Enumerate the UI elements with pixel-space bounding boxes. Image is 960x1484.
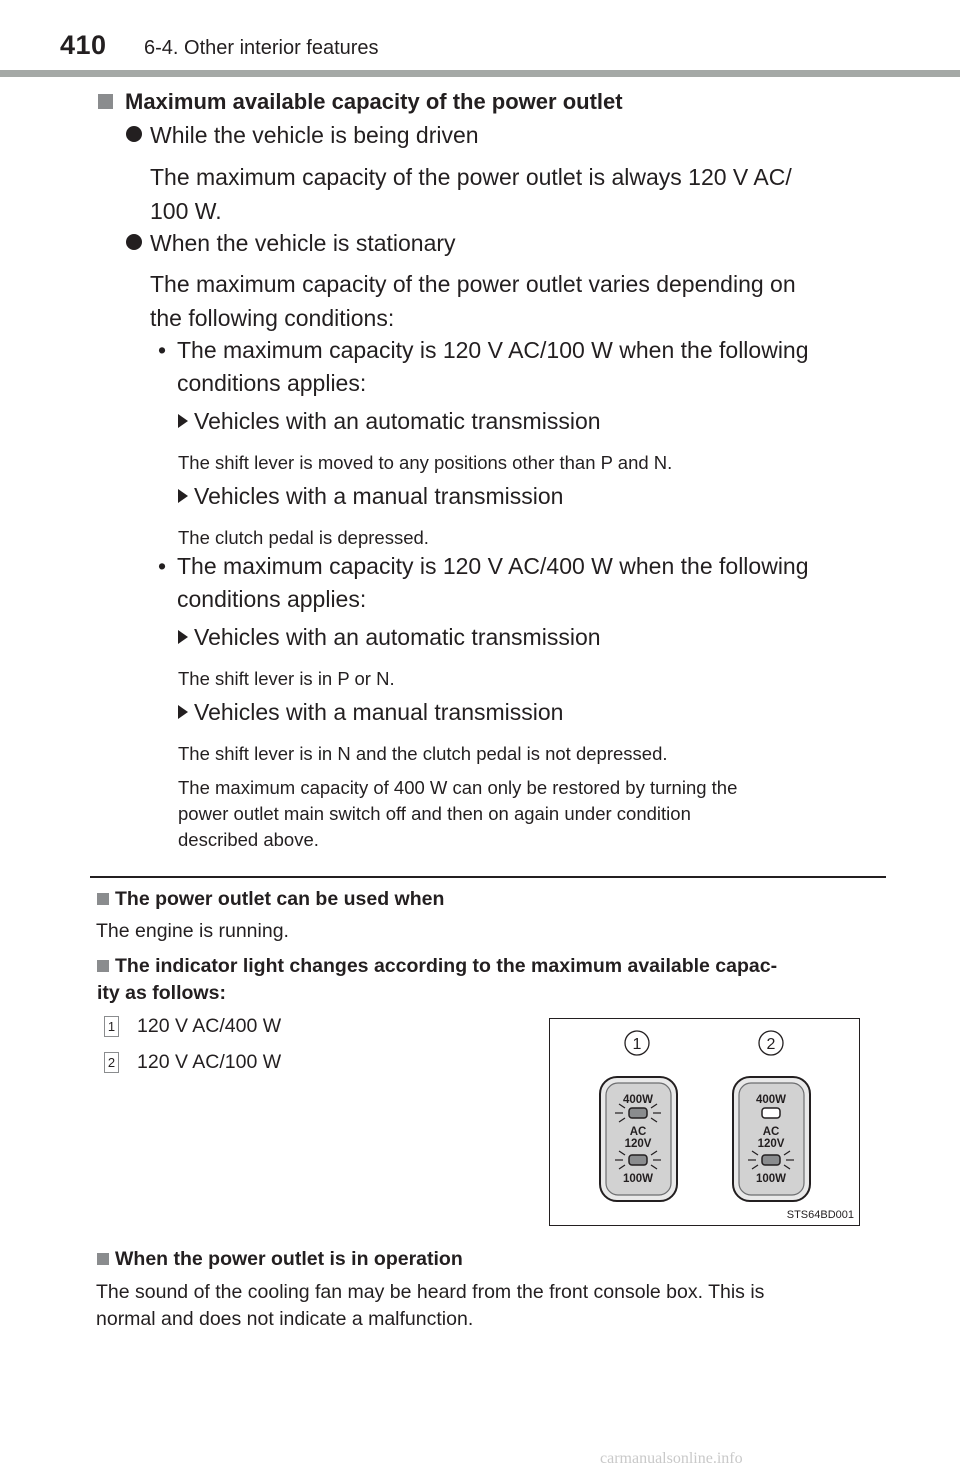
operation-heading: When the power outlet is in operation <box>97 1248 463 1271</box>
usable-text: The engine is running. <box>96 920 289 942</box>
svg-text:400W: 400W <box>755 1094 787 1106</box>
svg-text:400W: 400W <box>622 1094 654 1106</box>
square-bullet-icon <box>97 960 109 972</box>
automatic-condition-text: The shift lever is moved to any positions other than P and N. <box>178 452 673 473</box>
section-divider <box>90 876 886 878</box>
switch-400w-lit <box>600 1077 677 1201</box>
stationary-paragraph: The maximum capacity of the power outlet varies depending on the following conditions: <box>150 271 796 331</box>
square-bullet-icon <box>97 893 109 905</box>
callout-label-1: 1 <box>632 1036 642 1053</box>
switch-100w-lit <box>733 1077 810 1201</box>
svg-text:AC: AC <box>762 1126 780 1138</box>
svg-text:120V: 120V <box>757 1138 785 1150</box>
svg-text:AC: AC <box>629 1126 647 1138</box>
usable-heading: The power outlet can be used when <box>97 888 444 911</box>
svg-text:120V: 120V <box>624 1138 652 1150</box>
stationary-heading: When the vehicle is stationary <box>126 230 456 257</box>
automatic-transmission-label: Vehicles with an automatic transmission <box>178 408 601 435</box>
restore-note: The maximum capacity of 400 W can only be restored by turning the power outlet main switch off and then on again under condition described above. <box>178 777 738 850</box>
callout-label-2: 2 <box>766 1036 776 1053</box>
manual-condition-text: The shift lever is in N and the clutch pedal is not depressed. <box>178 743 668 764</box>
callout-number-badge: 2 <box>104 1052 119 1073</box>
section-title: 6-4. Other interior features <box>144 37 379 59</box>
header-rule <box>0 70 960 77</box>
indicator-switch-diagram <box>550 1019 859 1225</box>
capacity-400w-bullet: • The maximum capacity is 120 V AC/400 W when the following conditions applies: <box>158 553 809 612</box>
main-heading: Maximum available capacity of the power outlet <box>98 89 623 115</box>
driven-heading: While the vehicle is being driven <box>126 122 479 149</box>
arrow-right-icon <box>178 705 188 719</box>
arrow-right-icon <box>178 414 188 428</box>
indicator-item-2: 2 120 V AC/100 W <box>104 1051 281 1074</box>
operation-text: The sound of the cooling fan may be heard from the front console box. This is normal and does not indicate a malfunction. <box>96 1281 765 1330</box>
svg-text:100W: 100W <box>622 1173 654 1185</box>
square-bullet-icon <box>98 94 113 109</box>
figure-code: STS64BD001 <box>786 1209 854 1221</box>
automatic-condition-text: The shift lever is in P or N. <box>178 668 395 689</box>
round-bullet-icon <box>126 126 142 142</box>
round-bullet-icon <box>126 234 142 250</box>
arrow-right-icon <box>178 630 188 644</box>
capacity-100w-bullet: • The maximum capacity is 120 V AC/100 W when the following conditions applies: <box>158 337 809 396</box>
arrow-right-icon <box>178 489 188 503</box>
callout-number-badge: 1 <box>104 1016 119 1037</box>
square-bullet-icon <box>97 1253 109 1265</box>
indicator-item-1: 1 120 V AC/400 W <box>104 1015 281 1038</box>
automatic-transmission-label: Vehicles with an automatic transmission <box>178 624 601 651</box>
indicator-heading: The indicator light changes according to the maximum available capac- ity as follows: <box>97 955 778 1004</box>
manual-transmission-label: Vehicles with a manual transmission <box>178 699 563 726</box>
manual-condition-text: The clutch pedal is depressed. <box>178 527 429 548</box>
manual-transmission-label: Vehicles with a manual transmission <box>178 483 563 510</box>
svg-text:100W: 100W <box>755 1173 787 1185</box>
indicator-illustration <box>549 1018 860 1226</box>
page-number: 410 <box>60 30 107 60</box>
watermark-footer: carmanualsonline.info <box>600 1450 743 1467</box>
driven-paragraph: The maximum capacity of the power outlet is always 120 V AC/ 100 W. <box>150 164 792 224</box>
